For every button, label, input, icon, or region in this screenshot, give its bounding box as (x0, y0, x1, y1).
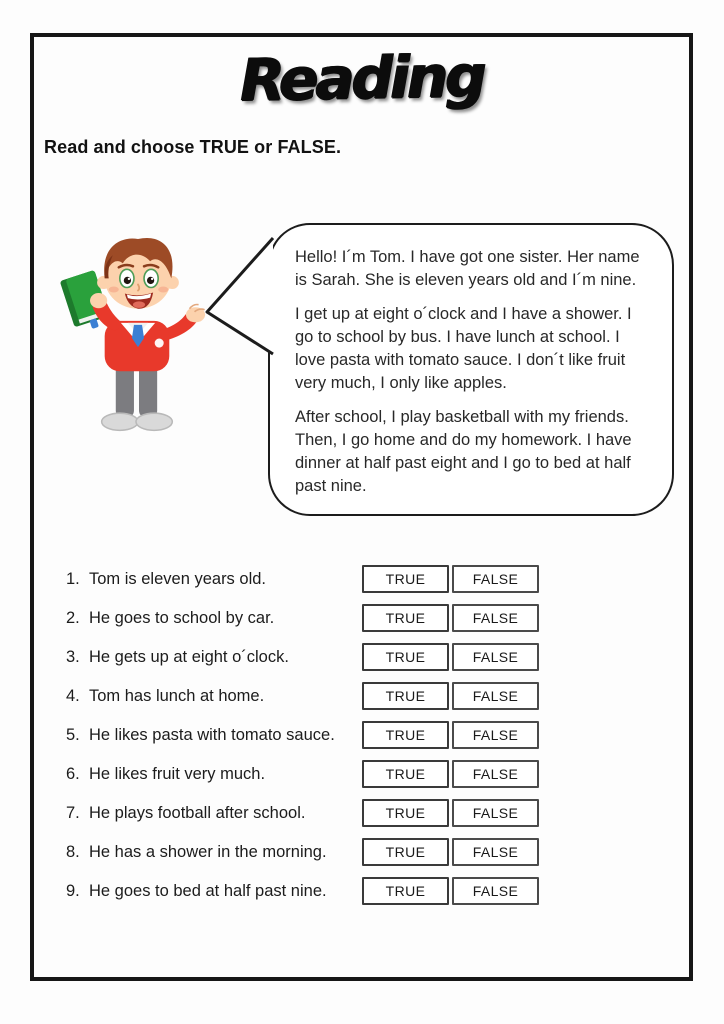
boy-pupil (124, 277, 131, 284)
question-number: 1. (66, 570, 80, 588)
question-number: 8. (66, 843, 80, 861)
question-number: 6. (66, 765, 80, 783)
question-text: 5. He likes pasta with tomato sauce. (66, 721, 335, 749)
true-button-4[interactable]: TRUE (362, 682, 449, 710)
question-row (0, 721, 724, 749)
speech-bubble (268, 223, 674, 516)
false-button-6[interactable]: FALSE (452, 760, 539, 788)
boy-illustration (58, 234, 220, 446)
false-button-1[interactable]: FALSE (452, 565, 539, 593)
question-row (0, 604, 724, 632)
question-number: 4. (66, 687, 80, 705)
question-number: 2. (66, 609, 80, 627)
question-number: 3. (66, 648, 80, 666)
eye-highlight (128, 278, 130, 280)
true-button-3[interactable]: TRUE (362, 643, 449, 671)
false-button-5[interactable]: FALSE (452, 721, 539, 749)
question-text: 3. He gets up at eight o´clock. (66, 643, 289, 671)
true-button-2[interactable]: TRUE (362, 604, 449, 632)
false-button-9[interactable]: FALSE (452, 877, 539, 905)
boy-shoe (102, 413, 138, 430)
true-button-8[interactable]: TRUE (362, 838, 449, 866)
speech-bubble-tail (201, 234, 275, 360)
boy-pupil (147, 277, 154, 284)
eye-highlight (151, 278, 153, 280)
false-button-7[interactable]: FALSE (452, 799, 539, 827)
question-number: 5. (66, 726, 80, 744)
question-text: 2. He goes to school by car. (66, 604, 274, 632)
question-row (0, 682, 724, 710)
true-button-1[interactable]: TRUE (362, 565, 449, 593)
question-text: 1. Tom is eleven years old. (66, 565, 266, 593)
question-row (0, 643, 724, 671)
instruction-text: Read and choose TRUE or FALSE. (44, 137, 342, 157)
false-button-2[interactable]: FALSE (452, 604, 539, 632)
true-button-6[interactable]: TRUE (362, 760, 449, 788)
true-button-5[interactable]: TRUE (362, 721, 449, 749)
question-text: 8. He has a shower in the morning. (66, 838, 327, 866)
boy-tongue (133, 301, 145, 307)
question-text: 6. He likes fruit very much. (66, 760, 265, 788)
speech-paragraph: After school, I play basketball with my friends. Then, I go home and do my homework. I have dinner at half past eight and I go to bed at half past nine. (295, 408, 632, 495)
false-button-8[interactable]: FALSE (452, 838, 539, 866)
speech-paragraph: Hello! I´m Tom. I have got one sister. Her name is Sarah. She is eleven years old and I´m nine. (295, 248, 640, 289)
true-button-9[interactable]: TRUE (362, 877, 449, 905)
boy-shoe (136, 413, 172, 430)
boy-blush (158, 286, 168, 292)
question-row (0, 877, 724, 905)
question-text: 7. He plays football after school. (66, 799, 305, 827)
question-text: 4. Tom has lunch at home. (66, 682, 264, 710)
page-title: Reading (239, 41, 485, 115)
sweater-badge (155, 338, 164, 347)
question-number: 7. (66, 804, 80, 822)
boy-hand (90, 293, 107, 308)
question-row (0, 799, 724, 827)
speech-paragraph: I get up at eight o´clock and I have a shower. I go to school by bus. I have lunch at school. I love pasta with tomato sauce. I don´t like fruit very much, I only like apples. (295, 305, 632, 392)
false-button-3[interactable]: FALSE (452, 643, 539, 671)
question-row (0, 838, 724, 866)
question-number: 9. (66, 882, 80, 900)
true-button-7[interactable]: TRUE (362, 799, 449, 827)
false-button-4[interactable]: FALSE (452, 682, 539, 710)
question-row (0, 760, 724, 788)
boy-blush (109, 286, 119, 292)
question-text: 9. He goes to bed at half past nine. (66, 877, 327, 905)
question-row (0, 565, 724, 593)
